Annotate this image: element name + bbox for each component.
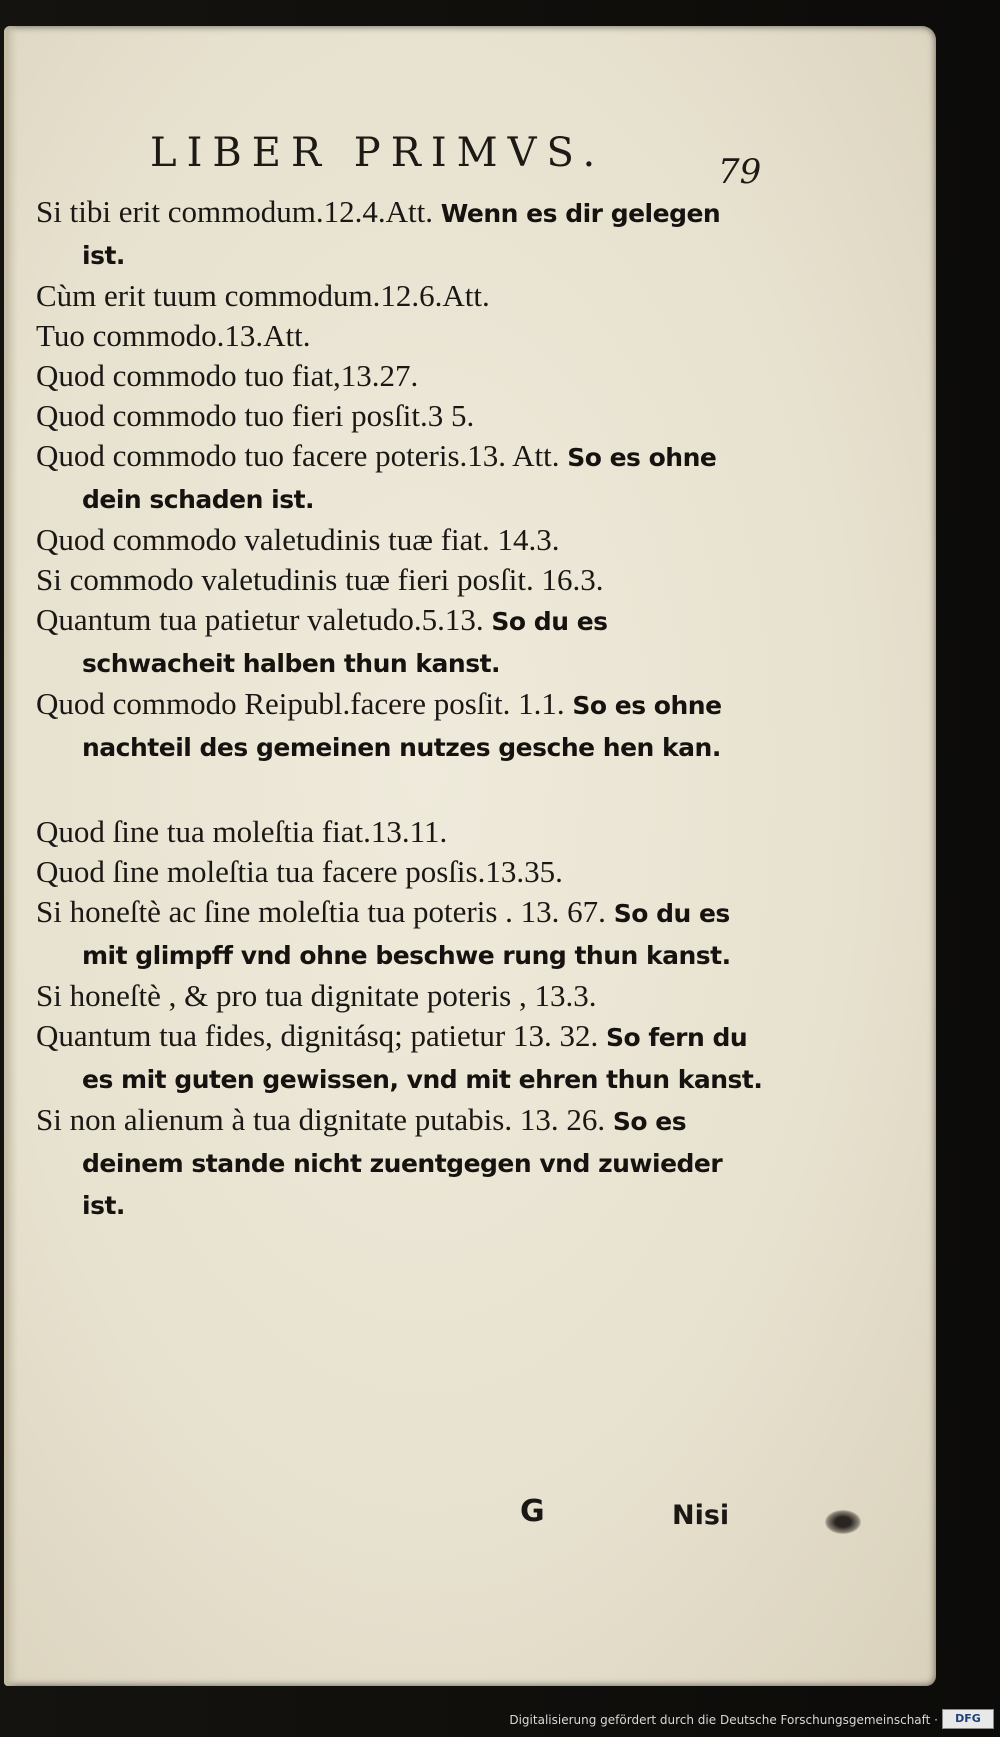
latin-phrase: Quod ſine moleſtia tua facere posſis.13.35.	[36, 854, 563, 889]
latin-phrase: Si tibi erit commodum.12.4.Att.	[36, 194, 433, 229]
german-translation: So du es mit glimpff vnd ohne beschwe rung thun kanst.	[82, 899, 731, 970]
latin-phrase: Quod commodo tuo facere poteris.13. Att.	[36, 438, 560, 473]
latin-phrase: Quod commodo tuo fiat,13.27.	[36, 358, 419, 393]
section-gap	[36, 768, 766, 812]
german-translation: Wenn es dir gelegen ist.	[82, 199, 721, 270]
phrase-entry	[36, 316, 766, 356]
german-translation: So es ohne dein schaden ist.	[82, 443, 717, 514]
phrase-entry	[36, 192, 766, 276]
running-head: LIBER PRIMVS.	[150, 130, 606, 176]
latin-phrase: Quod commodo tuo fieri posſit.3 5.	[36, 398, 475, 433]
phrase-entry	[36, 436, 766, 520]
phrase-entry	[36, 684, 766, 768]
german-translation: So fern du es mit guten gewissen, vnd mit ehren thun kanst.	[82, 1023, 763, 1094]
latin-phrase: Cùm erit tuum commodum.12.6.Att.	[36, 278, 490, 313]
latin-phrase: Si honeſtè ac ſine moleſtia tua poteris . 13. 67.	[36, 894, 606, 929]
latin-phrase: Tuo commodo.13.Att.	[36, 318, 311, 353]
page-edge-shadow	[4, 26, 18, 1686]
phrase-entry	[36, 892, 766, 976]
latin-phrase: Si non alienum à tua dignitate putabis. 13. 26.	[36, 1102, 606, 1137]
page-number: 79	[718, 152, 762, 192]
signature-mark: G	[520, 1494, 545, 1529]
dfg-logo: DFG	[942, 1709, 994, 1729]
phrase-entry	[36, 1016, 766, 1100]
phrase-entry	[36, 976, 766, 1016]
digitization-credit: Digitalisierung gefördert durch die Deutsche Forschungsgemeinschaft ·	[509, 1713, 938, 1727]
phrase-entry	[36, 812, 766, 852]
latin-phrase: Quantum tua fides, dignitásq; patietur 13. 32.	[36, 1018, 599, 1053]
german-translation: So du es schwacheit halben thun kanst.	[82, 607, 608, 678]
german-translation: So es deinem stande nicht zuentgegen vnd zuwieder ist.	[82, 1107, 723, 1220]
latin-phrase: Quod ſine tua moleſtia fiat.13.11.	[36, 814, 448, 849]
phrase-list	[36, 192, 766, 1226]
phrase-entry	[36, 600, 766, 684]
latin-phrase: Quod commodo Reipubl.facere posſit. 1.1.	[36, 686, 565, 721]
german-translation: So es ohne nachteil des gemeinen nutzes gesche hen kan.	[82, 691, 722, 762]
latin-phrase: Quantum tua patietur valetudo.5.13.	[36, 602, 484, 637]
latin-phrase: Si commodo valetudinis tuæ fieri posſit. 16.3.	[36, 562, 604, 597]
ink-blot	[825, 1510, 861, 1534]
catchword: Nisi	[672, 1500, 730, 1531]
phrase-entry	[36, 560, 766, 600]
phrase-entry	[36, 276, 766, 316]
phrase-entry	[36, 1100, 766, 1226]
phrase-entry	[36, 396, 766, 436]
latin-phrase: Si honeſtè , & pro tua dignitate poteris , 13.3.	[36, 978, 597, 1013]
phrase-entry	[36, 852, 766, 892]
phrase-entry	[36, 356, 766, 396]
phrase-entry	[36, 520, 766, 560]
latin-phrase: Quod commodo valetudinis tuæ fiat. 14.3.	[36, 522, 560, 557]
